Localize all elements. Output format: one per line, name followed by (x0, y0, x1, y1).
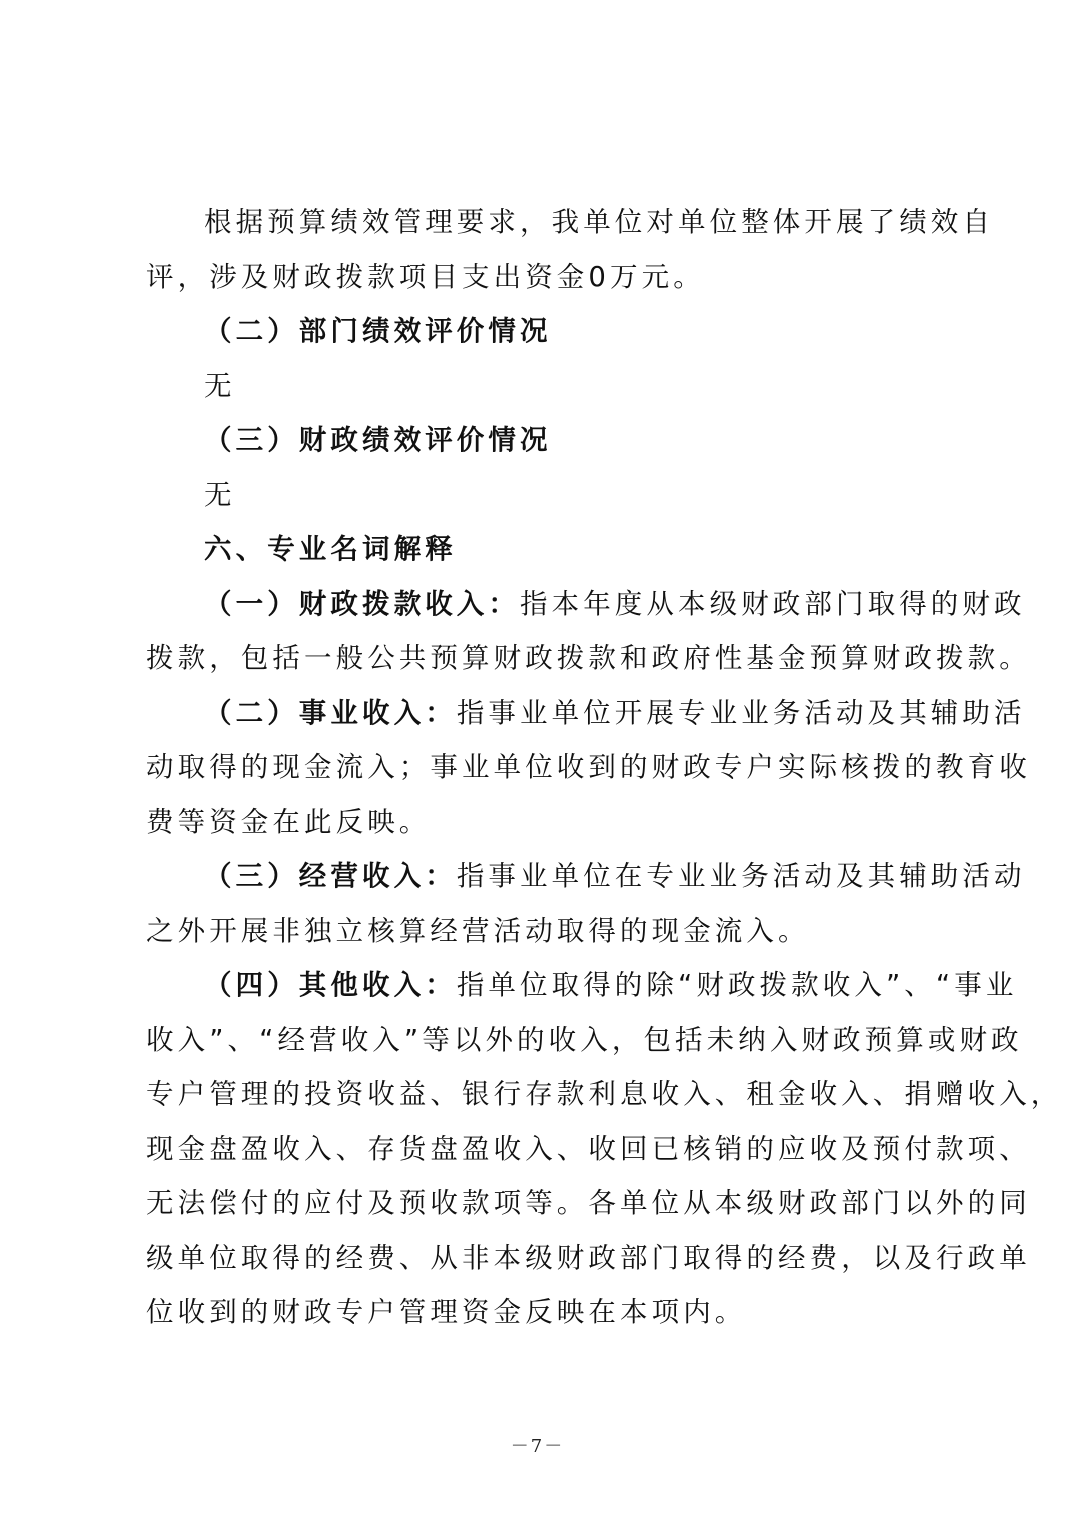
term-paragraph-line (146, 849, 1026, 904)
heading-fin-eval: （三）财政绩效评价情况 (204, 424, 552, 456)
dept-eval-body: 无 (204, 369, 236, 402)
heading-section-6: 六、专业名词解释 (204, 533, 457, 565)
term-paragraph-line (146, 958, 1018, 1013)
paragraph-line: 收入”、“经营收入”等以外的收入，包括未纳入财政预算或财政 (146, 1023, 1023, 1056)
paragraph-line: 之外开展非独立核算经营活动取得的现金流入。 (146, 914, 810, 947)
term-label: （三）经营收入： (204, 860, 457, 892)
paragraph-line: 根据预算绩效管理要求，我单位对单位整体开展了绩效自 (204, 206, 994, 238)
paragraph-line: 拨款，包括一般公共预算财政拨款和政府性基金预算财政拨款。 (146, 642, 1031, 674)
paragraph-line: 无法偿付的应付及预收款项等。各单位从本级财政部门以外的同 (146, 1187, 1031, 1219)
fin-eval-body: 无 (204, 478, 236, 511)
paragraph-line: 现金盘盈收入、存货盘盈收入、收回已核销的应收及预付款项、 (146, 1132, 1031, 1165)
term-label: （一）财政拨款收入： (204, 587, 520, 620)
term-label: （二）事业收入： (204, 696, 457, 729)
term-definition: 指事业单位在专业业务活动及其辅助活动 (456, 860, 1026, 892)
paragraph-line: 动取得的现金流入；事业单位收到的财政专户实际核拨的教育收 (146, 751, 1031, 783)
document-body (146, 195, 1063, 1340)
paragraph-line: 位收到的财政专户管理资金反映在本项内。 (146, 1296, 747, 1328)
term-definition: 指事业单位开展专业业务活动及其辅助活 (456, 696, 1026, 729)
paragraph-line: 费等资金在此反映。 (146, 805, 431, 838)
heading-dept-eval: （二）部门绩效评价情况 (204, 315, 552, 347)
term-paragraph-line (146, 577, 1026, 632)
term-definition: 指单位取得的除“财政拨款收入”、“事业 (456, 969, 1018, 1001)
term-definition: 指本年度从本级财政部门取得的财政 (520, 587, 1026, 620)
term-label: （四）其他收入： (204, 969, 457, 1001)
page-number: －7－ (510, 1436, 565, 1457)
paragraph-line: 级单位取得的经费、从非本级财政部门取得的经费，以及行政单 (146, 1241, 1031, 1274)
paragraph-line: 评，涉及财政拨款项目支出资金0万元。 (146, 260, 705, 293)
term-paragraph-line (146, 686, 1026, 741)
paragraph-line: 专户管理的投资收益、银行存款利息收入、租金收入、捐赠收入， (146, 1078, 1063, 1110)
